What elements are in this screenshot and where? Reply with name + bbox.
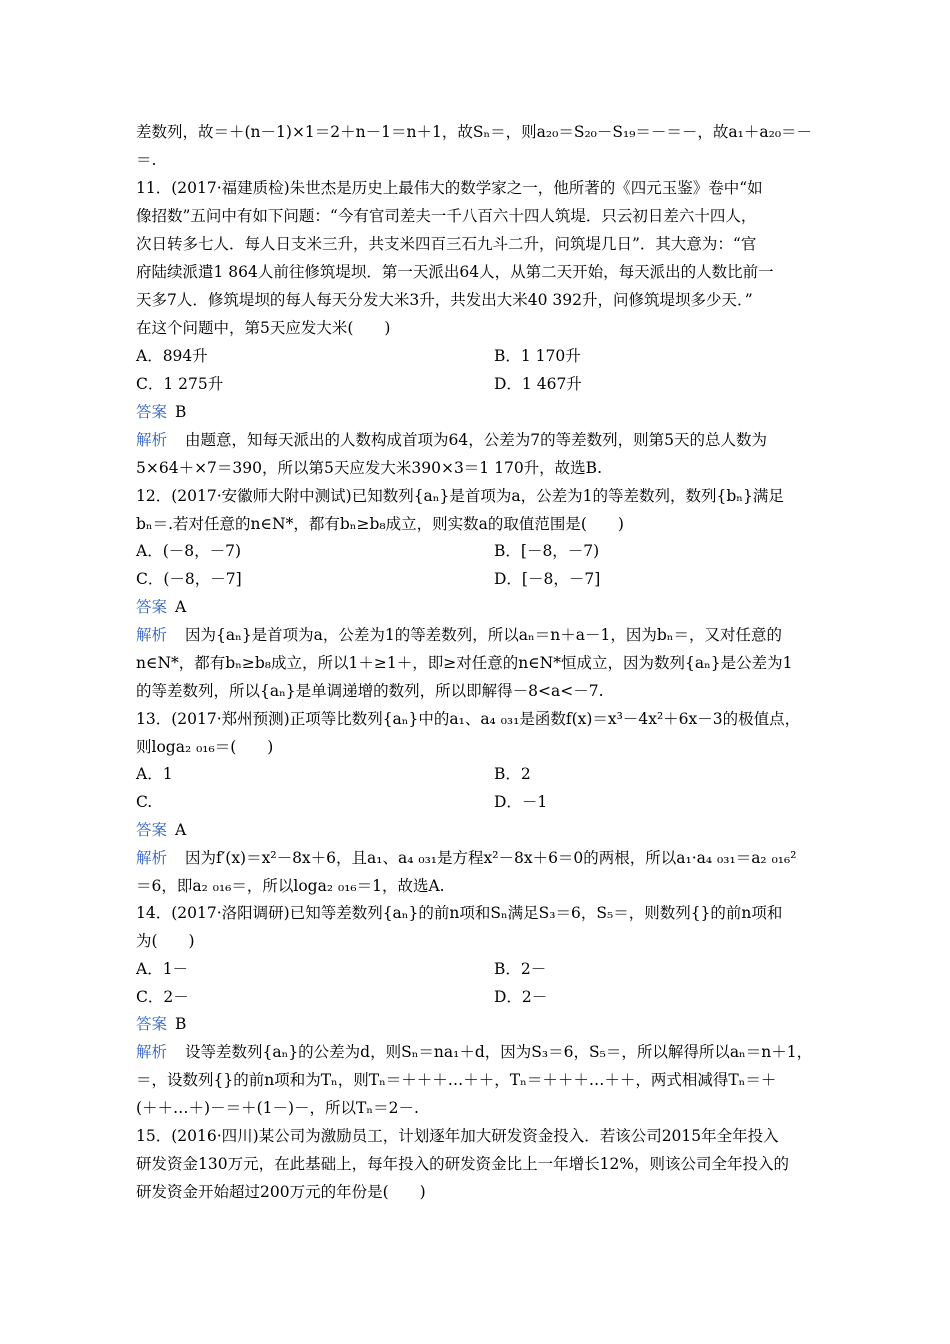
text-line: 府陆续派遣1 864人前往修筑堤坝．第一天派出64人，从第二天开始，每天派出的人数比前一 bbox=[136, 263, 774, 281]
answer-value: B bbox=[175, 1015, 187, 1033]
option-a: A．894升 bbox=[136, 347, 208, 365]
option-c: C．(－8，－7] bbox=[136, 570, 242, 588]
analysis-text: 由题意，知每天派出的人数构成首项为64，公差为7的等差数列，则第5天的总人数为 bbox=[185, 431, 767, 449]
analysis-text: 因为{aₙ}是首项为a，公差为1的等差数列，所以aₙ＝n＋a－1，因为bₙ＝，又对任意的 bbox=[185, 626, 782, 644]
question-14-stem: 14．(2017·洛阳调研)已知等差数列{aₙ}的前n项和Sₙ满足S₃＝6，S₅＝，则数列{}的前n项和 bbox=[136, 904, 783, 922]
analysis-label: 解析 bbox=[136, 1043, 168, 1061]
text-line: 天多7人．修筑堤坝的每人每天分发大米3升，共发出大米40 392升，问修筑堤坝多少天．” bbox=[136, 291, 753, 309]
analysis-label: 解析 bbox=[136, 849, 168, 867]
text-line: 次日转多七人．每人日支米三升，共支米四百三石九斗二升，问筑堤几日”．其大意为：“官 bbox=[136, 235, 757, 253]
answer-line bbox=[136, 820, 186, 840]
option-a: A．1－ bbox=[136, 960, 189, 978]
analysis-line bbox=[136, 1042, 812, 1062]
text-line: 像招数”五问中有如下问题：“今有官司差夫一千八百六十四人筑堤．只云初日差六十四人， bbox=[136, 207, 757, 225]
answer-value: A bbox=[175, 598, 187, 616]
option-d: D．1 467升 bbox=[494, 375, 582, 393]
option-b: B．1 170升 bbox=[494, 347, 581, 365]
analysis-text: ＝，设数列{}的前n项和为Tₙ，则Tₙ＝＋＋＋…＋＋，Tₙ＝＋＋＋…＋＋，两式相减得Tₙ＝＋ bbox=[136, 1071, 777, 1089]
option-b: B．2－ bbox=[494, 960, 547, 978]
answer-line bbox=[136, 1014, 186, 1034]
analysis-text: (＋＋…＋)－＝＋(1－)－，所以Tₙ＝2－. bbox=[136, 1099, 419, 1117]
option-c: C．2－ bbox=[136, 988, 189, 1006]
option-b: B．2 bbox=[494, 765, 531, 783]
analysis-line bbox=[136, 848, 796, 868]
question-11-stem: 11．(2017·福建质检)朱世杰是历史上最伟大的数学家之一，他所著的《四元玉鉴》卷中“如 bbox=[136, 179, 763, 197]
question-12-stem: 12．(2017·安徽师大附中测试)已知数列{aₙ}是首项为a，公差为1的等差数列，数列{bₙ}满足 bbox=[136, 487, 784, 505]
option-d: D．－1 bbox=[494, 793, 548, 811]
text-line: 在这个问题中，第5天应发大米( ) bbox=[136, 319, 391, 337]
answer-line bbox=[136, 597, 186, 617]
text-line: 为( ) bbox=[136, 932, 195, 950]
text-line: 差数列，故＝＋(n－1)×1＝2＋n－1＝n＋1，故Sₙ＝，则a₂₀＝S₂₀－S₁₉＝－＝－，故a₁＋a₂₀＝－ bbox=[136, 123, 813, 141]
answer-value: A bbox=[175, 821, 187, 839]
text-line: ＝. bbox=[136, 151, 157, 169]
analysis-label: 解析 bbox=[136, 626, 168, 644]
analysis-text: ＝6，即a₂ ₀₁₆＝，所以loga₂ ₀₁₆＝1，故选A. bbox=[136, 877, 445, 895]
answer-label: 答案 bbox=[136, 598, 168, 616]
analysis-text: 设等差数列{aₙ}的公差为d，则Sₙ＝na₁＋d，因为S₃＝6，S₅＝，所以解得所以aₙ＝n＋1， bbox=[185, 1043, 813, 1061]
analysis-text: 5×64＋×7＝390，所以第5天应发大米390×3＝1 170升，故选B. bbox=[136, 459, 602, 477]
analysis-text: n∈N*，都有bₙ≥b₈成立，所以1＋≥1＋，即≥对任意的n∈N*恒成立，因为数列{aₙ}是公差为1 bbox=[136, 654, 793, 672]
option-d: D．[－8，－7] bbox=[494, 570, 601, 588]
answer-label: 答案 bbox=[136, 1015, 168, 1033]
text-line: 研发资金130万元，在此基础上，每年投入的研发资金比上一年增长12%，则该公司全年投入的 bbox=[136, 1155, 790, 1173]
option-c: C．1 275升 bbox=[136, 375, 224, 393]
answer-label: 答案 bbox=[136, 821, 168, 839]
option-d: D．2－ bbox=[494, 988, 548, 1006]
question-13-stem: 13．(2017·郑州预测)正项等比数列{aₙ}中的a₁、a₄ ₀₃₁是函数f(x)＝x³－4x²＋6x－3的极值点， bbox=[136, 710, 801, 728]
answer-value: B bbox=[175, 403, 187, 421]
analysis-line bbox=[136, 430, 767, 450]
text-line: 研发资金开始超过200万元的年份是( ) bbox=[136, 1183, 426, 1201]
analysis-line bbox=[136, 625, 782, 645]
text-line: bₙ＝.若对任意的n∈N*，都有bₙ≥b₈成立，则实数a的取值范围是( ) bbox=[136, 515, 624, 533]
analysis-label: 解析 bbox=[136, 431, 168, 449]
analysis-text: 因为f′(x)＝x²－8x＋6，且a₁、a₄ ₀₃₁是方程x²－8x＋6＝0的两根，所以a₁·a₄ ₀₃₁＝a₂ ₀₁₆² bbox=[185, 849, 797, 867]
question-15-stem: 15．(2016·四川)某公司为激励员工，计划逐年加大研发资金投入．若该公司2015年全年投入 bbox=[136, 1127, 779, 1145]
text-line: 则loga₂ ₀₁₆＝( ) bbox=[136, 738, 274, 756]
option-a: A．(－8，－7) bbox=[136, 542, 242, 560]
option-a: A．1 bbox=[136, 765, 173, 783]
answer-label: 答案 bbox=[136, 403, 168, 421]
option-c: C. bbox=[136, 793, 153, 811]
answer-line bbox=[136, 402, 186, 422]
option-b: B．[－8，－7) bbox=[494, 542, 600, 560]
analysis-text: 的等差数列，所以{aₙ}是单调递增的数列，所以即解得－8<a<－7. bbox=[136, 682, 604, 700]
